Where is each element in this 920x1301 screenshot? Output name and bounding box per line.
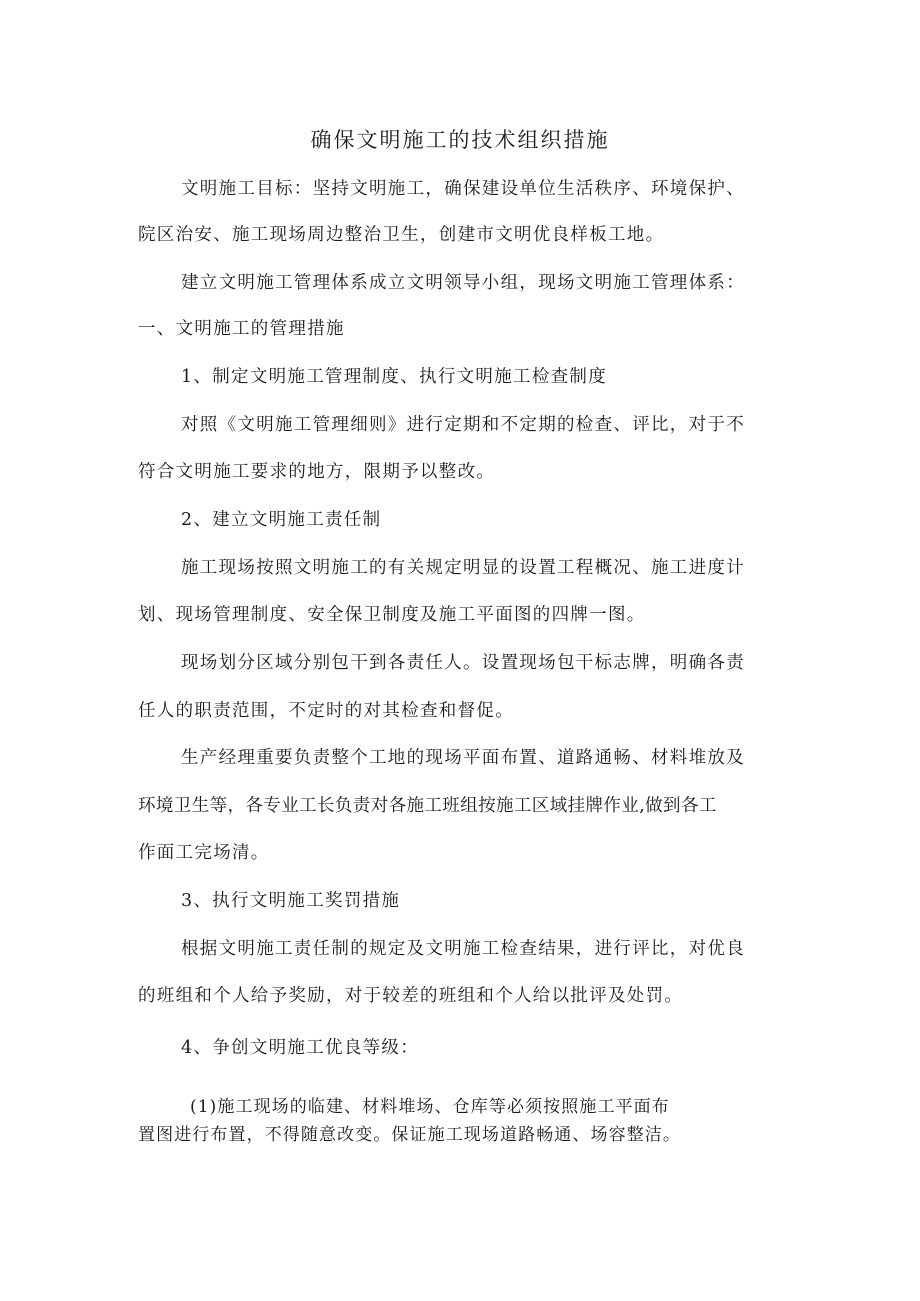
section-heading: 一、文明施工的管理措施 [138,319,345,339]
paragraph-line: 划、现场管理制度、安全保卫制度及施工平面图的四牌一图。 [138,605,646,625]
paragraph-line: 根据文明施工责任制的规定及文明施工检查结果，进行评比，对优良 [181,939,745,959]
paragraph-line: 环境卫生等，各专业工长负责对各施工班组按施工区域挂牌作业,做到各工 [138,796,717,816]
paragraph-line: 任人的职责范围，不定时的对其检查和督促。 [138,701,514,721]
subsection-heading: 2、建立文明施工责任制 [181,510,382,530]
paragraph-line: 施工现场按照文明施工的有关规定明显的设置工程概况、施工进度计 [181,558,745,578]
paragraph-line: 生产经理重要负责整个工地的现场平面布置、道路通畅、材料堆放及 [181,748,745,768]
paragraph-line: 置图进行布置，不得随意改变。保证施工现场道路畅通、场容整洁。 [138,1125,681,1145]
paragraph-line: 作面工完场清。 [138,843,270,863]
paragraph-line: 的班组和个人给予奖励，对于较差的班组和个人给以批评及处罚。 [138,986,684,1006]
paragraph-line: 对照《文明施工管理细则》进行定期和不定期的检查、评比，对于不 [181,415,745,435]
document-title: 确保文明施工的技术组织措施 [310,128,610,152]
paragraph-line: 符合文明施工要求的地方，限期予以整改。 [138,462,496,482]
subsection-heading: 3、执行文明施工奖罚措施 [181,891,401,911]
subsection-heading: 1、制定文明施工管理制度、执行文明施工检查制度 [181,367,608,387]
subsection-heading: 4、争创文明施工优良等级： [181,1038,420,1058]
paragraph-line: 文明施工目标：坚持文明施工，确保建设单位生活秩序、环境保护、 [181,179,745,199]
paragraph-line: 现场划分区域分别包干到各责任人。设置现场包干标志牌，明确各责 [181,653,745,673]
paragraph-line: (1)施工现场的临建、材料堆场、仓库等必须按照施工平面布 [190,1097,670,1117]
paragraph-line: 院区治安、施工现场周边整治卫生，创建市文明优良样板工地。 [138,225,665,245]
paragraph-line: 建立文明施工管理体系成立文明领导小组，现场文明施工管理体系： [181,273,745,293]
